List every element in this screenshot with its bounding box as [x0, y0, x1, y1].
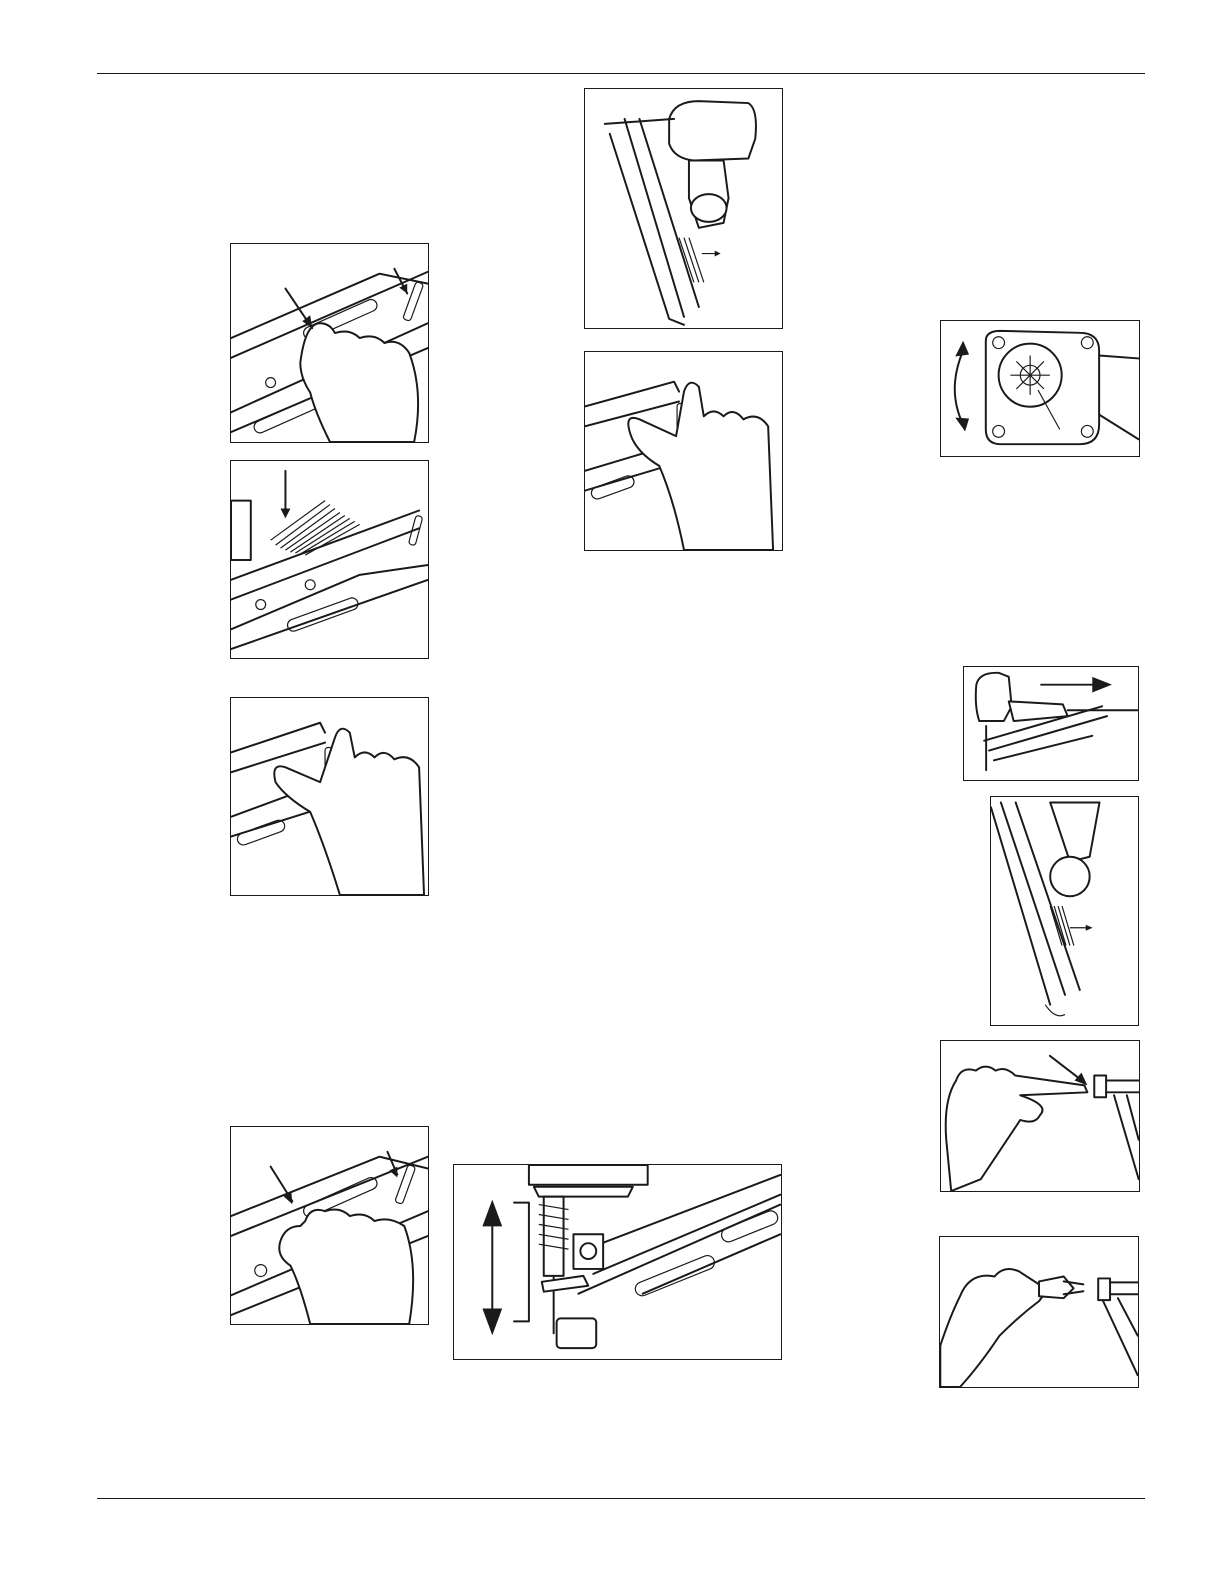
hand-releasing-pusher-illustration [231, 698, 428, 895]
fig-remove-nails [990, 796, 1139, 1026]
hand-pulling-pusher-illustration [231, 1127, 428, 1324]
fig-release-pusher [230, 697, 429, 896]
fig-clear-jam-rod [940, 1040, 1140, 1192]
fig-exhaust-deflector [940, 320, 1140, 457]
fig-disconnect-air [963, 666, 1139, 781]
jam-clearing-rod-illustration [941, 1041, 1139, 1191]
magazine-nail-removal-illustration [991, 797, 1138, 1025]
fig-pusher-release-top [584, 351, 783, 551]
exhaust-rotation-illustration [941, 321, 1139, 456]
hand-releasing-pusher-illustration [585, 352, 782, 550]
air-disconnect-illustration [964, 667, 1138, 780]
fig-insert-nail-strip [230, 460, 429, 659]
fig-clear-jam-pliers [939, 1236, 1139, 1388]
fig-nailer-magazine-loaded [584, 88, 783, 329]
hand-pulling-pusher-illustration [231, 244, 428, 442]
nail-strip-loading-illustration [231, 461, 428, 658]
framing-nailer-illustration [585, 89, 782, 328]
footer-rule [97, 1498, 1145, 1499]
jam-clearing-pliers-illustration [940, 1237, 1138, 1387]
header-rule [97, 73, 1145, 74]
fig-pusher-lock [230, 1126, 429, 1325]
fig-slide-pusher-back [230, 243, 429, 443]
depth-adjustment-illustration [454, 1165, 781, 1359]
fig-depth-adjust [453, 1164, 782, 1360]
